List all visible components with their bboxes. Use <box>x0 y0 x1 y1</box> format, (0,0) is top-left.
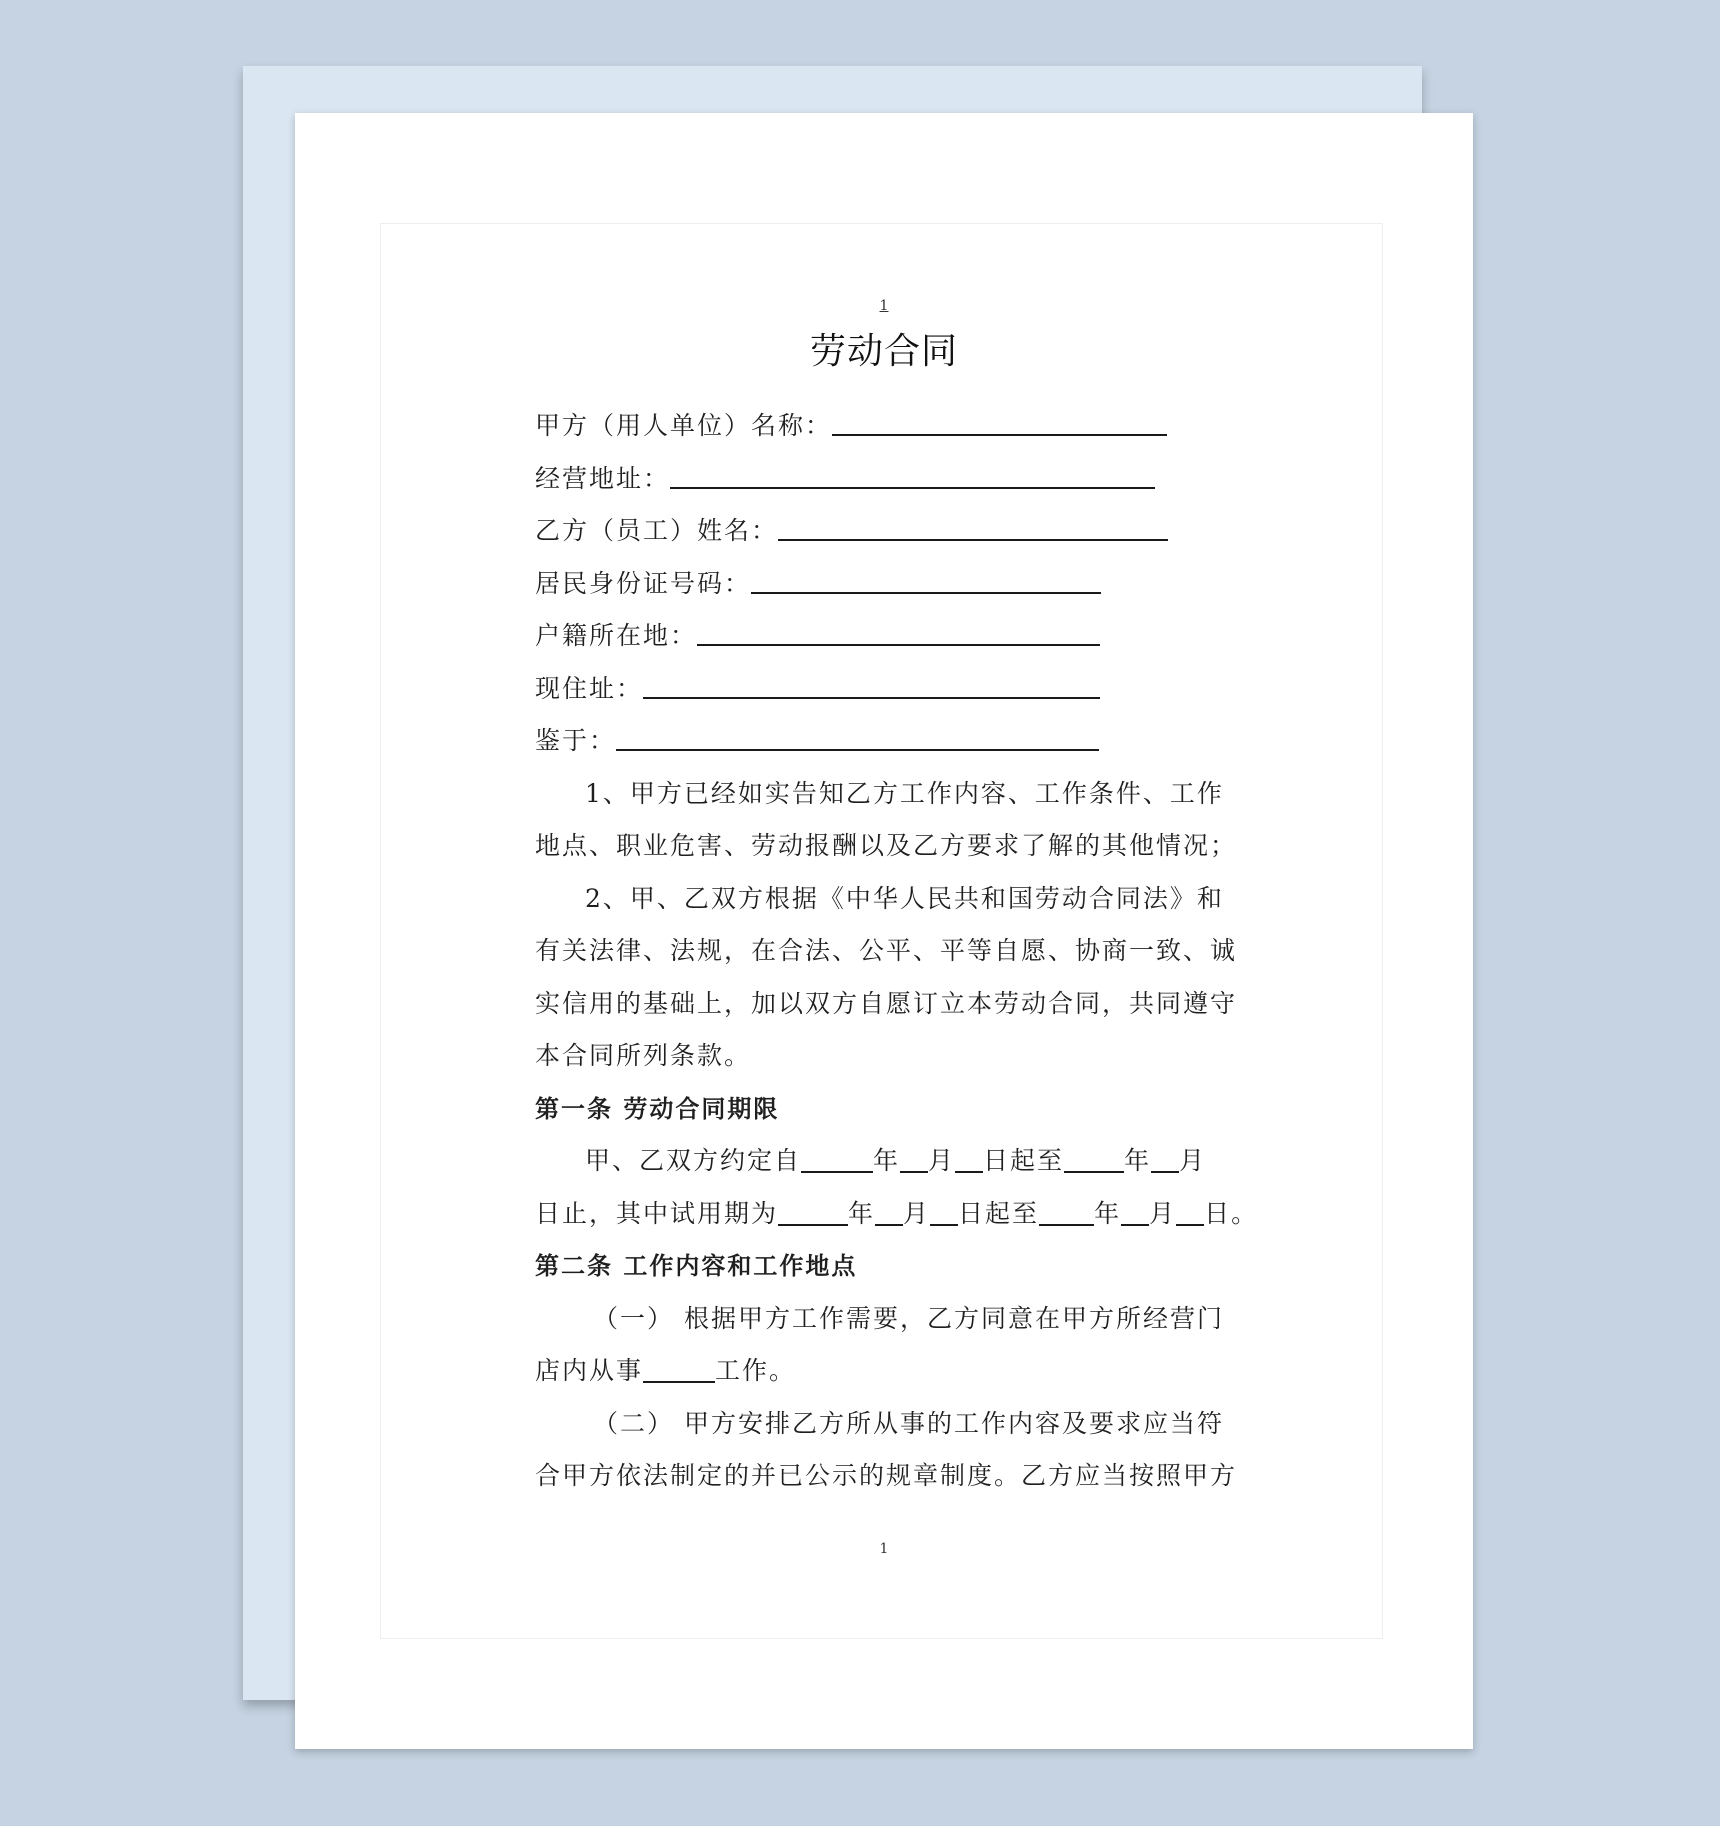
text-segment: 甲、乙双方约定自 <box>585 1146 802 1175</box>
article-2-para-1-line-1: （一） 根据甲方工作需要，乙方同意在甲方所经营门 <box>593 1303 1224 1333</box>
probation-start-year-blank[interactable] <box>778 1197 848 1225</box>
job-position-blank[interactable] <box>643 1355 715 1383</box>
document-body <box>535 400 1259 1503</box>
text-segment: 月 <box>1149 1198 1177 1228</box>
whereas-blank[interactable] <box>616 723 1099 751</box>
text-segment: 年 <box>873 1146 901 1175</box>
probation-end-day-blank[interactable] <box>1176 1197 1204 1225</box>
field-label: 现住址： <box>535 673 644 703</box>
field-label: 鉴于： <box>535 726 617 755</box>
field-employee-name <box>535 505 1235 558</box>
current-address-blank[interactable] <box>643 670 1100 698</box>
text-segment: 日。 <box>1204 1198 1259 1228</box>
text-segment: 年 <box>1124 1146 1152 1175</box>
recital-2-line-1: 2、甲、乙双方根据《中华人民共和国劳动合同法》和 <box>585 883 1224 913</box>
text-segment: 店内从事 <box>535 1356 644 1385</box>
article-2-heading: 第二条 工作内容和工作地点 <box>535 1252 858 1280</box>
probation-start-day-blank[interactable] <box>930 1197 958 1225</box>
field-business-address <box>535 453 1235 506</box>
field-id-number <box>535 558 1235 611</box>
field-label: 经营地址： <box>535 463 671 493</box>
start-year-blank[interactable] <box>801 1145 873 1173</box>
employee-name-blank[interactable] <box>778 513 1168 541</box>
field-whereas <box>535 715 1235 768</box>
article-1-heading: 第一条 劳动合同期限 <box>535 1094 780 1123</box>
field-label: 户籍所在地： <box>535 621 698 650</box>
text-segment: 日起至 <box>958 1198 1040 1228</box>
text-segment: 日起至 <box>983 1146 1065 1175</box>
field-label: 乙方（员工）姓名： <box>535 516 779 545</box>
text-segment: 月 <box>1179 1146 1207 1175</box>
id-number-blank[interactable] <box>751 565 1101 593</box>
text-segment: 月 <box>928 1146 956 1175</box>
recital-2-line-4: 本合同所列条款。 <box>535 1041 752 1070</box>
text-segment: 月 <box>903 1198 931 1228</box>
recital-1-line-2: 地点、职业危害、劳动报酬以及乙方要求了解的其他情况； <box>535 831 1238 860</box>
recital-2-line-2: 有关法律、法规，在合法、公平、平等自愿、协商一致、诚 <box>535 936 1238 965</box>
field-label: 居民身份证号码： <box>535 568 752 598</box>
recital-1-line-1: 1、甲方已经如实告知乙方工作内容、工作条件、工作 <box>585 778 1224 808</box>
end-year-blank[interactable] <box>1064 1145 1124 1173</box>
start-month-blank[interactable] <box>900 1145 928 1173</box>
field-household-registration <box>535 610 1235 663</box>
text-segment: 年 <box>1094 1198 1122 1228</box>
article-2-para-2-line-2: 合甲方依法制定的并已公示的规章制度。乙方应当按照甲方 <box>535 1461 1238 1490</box>
probation-start-month-blank[interactable] <box>875 1197 903 1225</box>
field-current-address <box>535 663 1235 716</box>
probation-end-month-blank[interactable] <box>1121 1197 1149 1225</box>
start-day-blank[interactable] <box>955 1145 983 1173</box>
article-1-line-2 <box>535 1188 1259 1241</box>
article-1-line-1 <box>535 1135 1235 1188</box>
probation-end-year-blank[interactable] <box>1039 1197 1094 1225</box>
document-page <box>295 113 1473 1749</box>
document-title: 劳动合同 <box>809 331 958 372</box>
employer-name-blank[interactable] <box>832 408 1167 436</box>
text-segment: 年 <box>848 1198 876 1228</box>
text-segment: 日止，其中试用期为 <box>535 1198 779 1228</box>
text-segment: 工作。 <box>715 1356 797 1385</box>
article-2-para-1-line-2 <box>535 1345 1235 1398</box>
field-employer-name <box>535 400 1235 453</box>
business-address-blank[interactable] <box>670 460 1155 488</box>
household-registration-blank[interactable] <box>697 618 1100 646</box>
header-page-number: 1 <box>879 298 889 314</box>
recital-2-line-3: 实信用的基础上，加以双方自愿订立本劳动合同，共同遵守 <box>535 988 1238 1018</box>
field-label: 甲方（用人单位）名称： <box>535 411 833 440</box>
article-2-para-2-line-1: （二） 甲方安排乙方所从事的工作内容及要求应当符 <box>593 1408 1224 1438</box>
footer-page-number: 1 <box>879 1541 889 1557</box>
end-month-blank[interactable] <box>1151 1145 1179 1173</box>
